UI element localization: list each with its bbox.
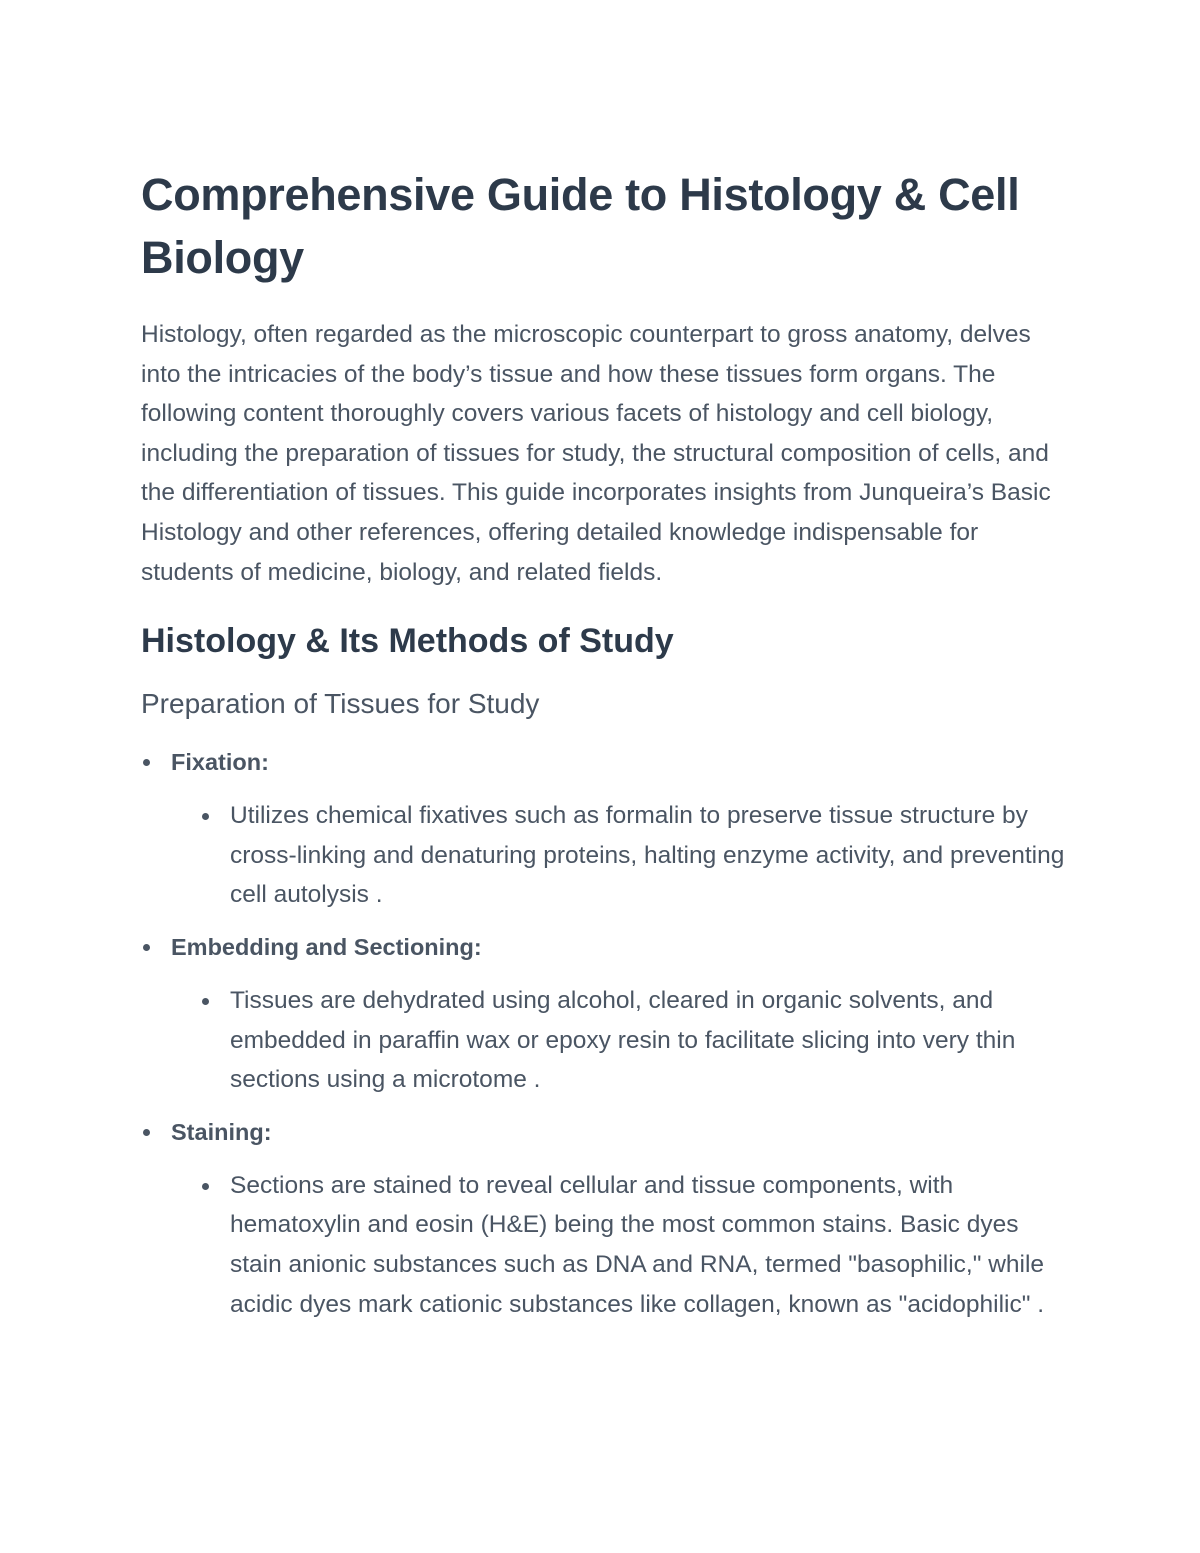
detail-text: Utilizes chemical fixatives such as formalin to preserve tissue structure by cross-linking and denaturing proteins, halting enzyme activity, and preventing cell autolysis . — [230, 802, 1065, 909]
list-item-staining — [141, 1112, 1066, 1324]
bullet-icon — [202, 813, 209, 820]
subsection-heading: Preparation of Tissues for Study — [141, 688, 540, 720]
intro-paragraph: Histology, often regarded as the microscopic counterpart to gross anatomy, delves into the intricacies of the body’s tissue and how these tissues form organs. The following content thoroughly covers various facets of histology and cell biology, including the preparation of tissues for study, the structural composition of cells, and the differentiation of tissues. This guide incorporates insights from Junqueira’s Basic Histology and other references, offering detailed knowledge indispensable for students of medicine, biology, and related fields. — [141, 321, 1051, 586]
bullet-icon — [202, 1183, 209, 1190]
list-item-detail — [200, 1166, 1066, 1324]
list-item-label: Staining: — [171, 1118, 272, 1145]
list-item-label: Embedding and Sectioning: — [171, 933, 482, 960]
bullet-icon — [143, 1129, 150, 1136]
list-item-detail — [200, 796, 1066, 915]
list-item-embedding — [141, 927, 1066, 1100]
document-title: Comprehensive Guide to Histology & Cell Biology — [141, 169, 1020, 283]
list-item-detail — [200, 981, 1066, 1100]
list-item-label: Fixation: — [171, 749, 269, 776]
section-heading: Histology & Its Methods of Study — [141, 622, 674, 661]
preparation-list — [141, 742, 1066, 1324]
detail-text: Tissues are dehydrated using alcohol, cleared in organic solvents, and embedded in paraffin wax or epoxy resin to facilitate slicing into very thin sections using a microtome . — [230, 986, 1016, 1094]
bullet-icon — [202, 998, 209, 1005]
bullet-icon — [143, 944, 150, 951]
list-item-fixation — [141, 742, 1066, 915]
detail-text: Sections are stained to reveal cellular and tissue components, with hematoxylin and eosin (H&E) being the most common stains. Basic dyes stain anionic substances such as DNA and RNA, termed "basophilic," while acidic dyes mark cationic substances like collagen, known as "acidophilic" . — [230, 1171, 1045, 1318]
document-page — [141, 163, 1066, 1336]
bullet-icon — [143, 759, 150, 766]
